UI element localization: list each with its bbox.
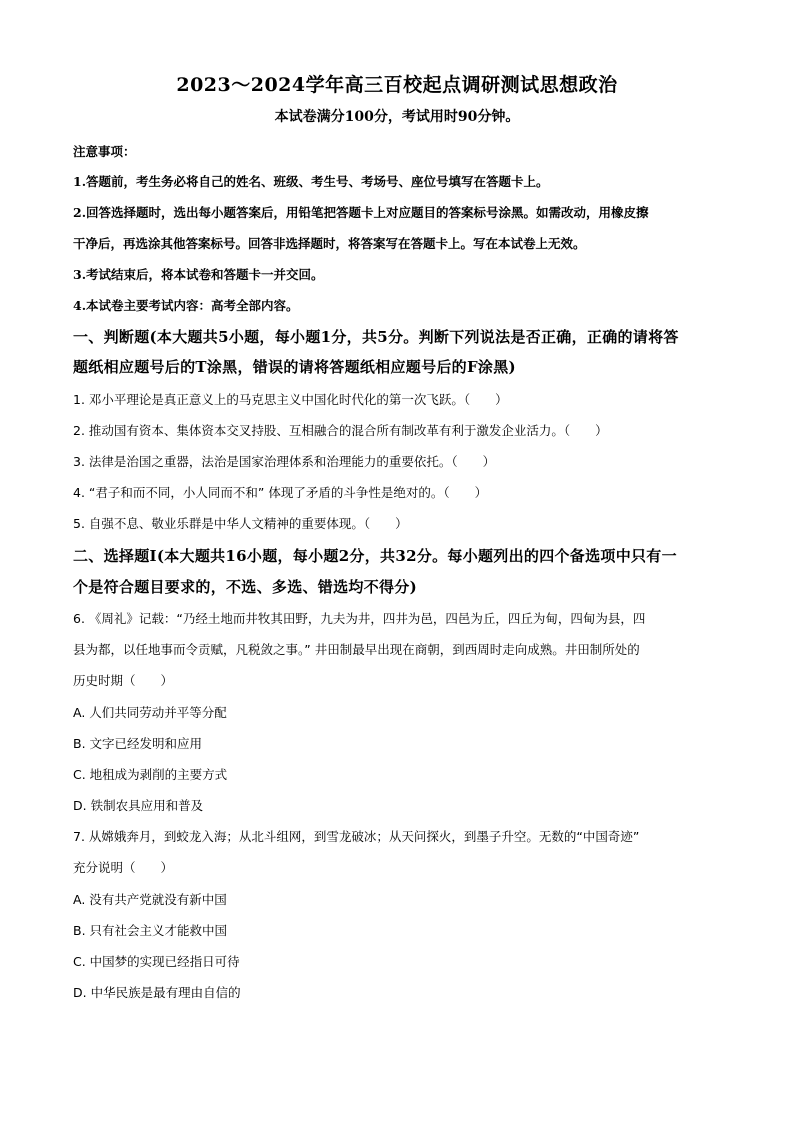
question-6-line-3: 历史时期（ ） bbox=[73, 673, 174, 688]
section1-heading-cont: 题纸相应题号后的T涂黑，错误的请将答题纸相应题号后的F涂黑) bbox=[73, 358, 516, 376]
question-7-option-a: A. 没有共产党就没有新中国 bbox=[73, 892, 227, 907]
section1-heading: 一、判断题(本大题共5小题，每小题1分，共5分。判断下列说法是否正确，正确的请将答 bbox=[73, 328, 679, 346]
notice-heading: 注意事项： bbox=[73, 144, 136, 159]
exam-subtitle: 本试卷满分100分，考试用时90分钟。 bbox=[274, 109, 520, 125]
exam-title: 2023～2024学年高三百校起点调研测试思想政治 bbox=[176, 74, 618, 96]
question-6-option-d: D. 铁制农具应用和普及 bbox=[73, 798, 204, 813]
question-6-line-1: 6. 《周礼》记载：“乃经土地而井牧其田野，九夫为井，四井为邑，四邑为丘，四丘为甸，四甸为县，四 bbox=[73, 611, 646, 626]
section2-heading: 二、选择题Ⅰ(本大题共16小题，每小题2分，共32分。每小题列出的四个备选项中只有一 bbox=[73, 547, 677, 565]
section2-heading-cont: 个是符合题目要求的，不选、多选、错选均不得分) bbox=[73, 578, 417, 596]
question-4: 4. “君子和而不同，小人同而不和” 体现了矛盾的斗争性是绝对的。（ ） bbox=[73, 485, 488, 500]
question-7-line-1: 7. 从嫦娥奔月，到蛟龙入海；从北斗组网，到雪龙破冰；从天问探火，到墨子升空。无数的“中国奇迹” bbox=[73, 829, 640, 844]
question-6-line-2: 县为都，以任地事而令贡赋，凡税敛之事。” 井田制最早出现在商朝，到西周时走向成熟。井田制所处的 bbox=[73, 642, 640, 657]
notice-item-1: 1.答题前，考生务必将自己的姓名、班级、考生号、考场号、座位号填写在答题卡上。 bbox=[73, 174, 549, 189]
question-3: 3. 法律是治国之重器，法治是国家治理体系和治理能力的重要依托。（ ） bbox=[73, 454, 496, 469]
notice-item-2-cont: 干净后，再选涂其他答案标号。回答非选择题时，将答案写在答题卡上。写在本试卷上无效。 bbox=[73, 236, 586, 251]
question-7-option-b: B. 只有社会主义才能救中国 bbox=[73, 923, 228, 938]
question-2: 2. 推动国有资本、集体资本交叉持股、互相融合的混合所有制改革有利于激发企业活力。（ ） bbox=[73, 423, 608, 438]
question-6-option-c: C. 地租成为剥削的主要方式 bbox=[73, 767, 228, 782]
question-6-option-b: B. 文字已经发明和应用 bbox=[73, 736, 203, 751]
question-7-option-d: D. 中华民族是最有理由自信的 bbox=[73, 985, 241, 1000]
notice-item-2: 2.回答选择题时，选出每小题答案后，用铅笔把答题卡上对应题目的答案标号涂黑。如需改动，用橡皮擦 bbox=[73, 205, 649, 220]
question-6-option-a: A. 人们共同劳动并平等分配 bbox=[73, 705, 227, 720]
notice-item-4: 4.本试卷主要考试内容：高考全部内容。 bbox=[73, 298, 299, 313]
question-7-option-c: C. 中国梦的实现已经指日可待 bbox=[73, 954, 240, 969]
question-5: 5. 自强不息、敬业乐群是中华人文精神的重要体现。（ ） bbox=[73, 516, 408, 531]
notice-item-3: 3.考试结束后，将本试卷和答题卡一并交回。 bbox=[73, 267, 324, 282]
question-7-line-2: 充分说明（ ） bbox=[73, 860, 174, 875]
question-1: 1. 邓小平理论是真正意义上的马克思主义中国化时代化的第一次飞跃。（ ） bbox=[73, 392, 508, 407]
